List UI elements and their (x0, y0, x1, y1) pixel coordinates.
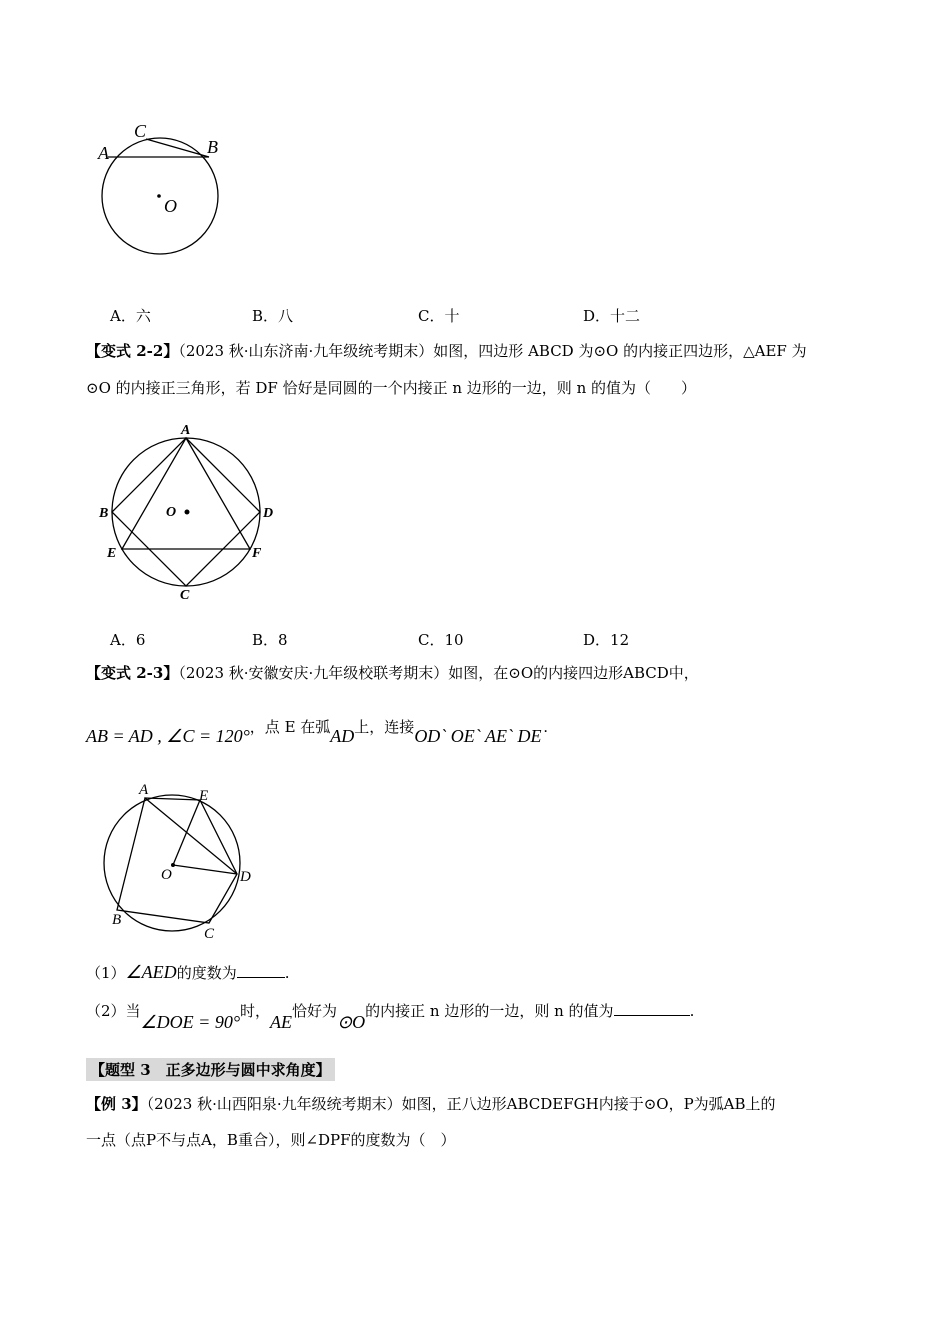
label-a: A (98, 143, 109, 163)
label-a: A (139, 782, 149, 798)
option-a[interactable]: A．6 (110, 631, 146, 649)
option-a[interactable]: A．六 (110, 307, 151, 325)
math-segments: OD` OE` AE` DE˙ (414, 726, 548, 746)
period: . (284, 964, 290, 982)
label-b: B (112, 912, 122, 928)
subquestion-prefix: （2）当 (86, 1002, 141, 1020)
label-d: D (263, 506, 274, 521)
question-text: （2023 秋·山东济南·九年级统考期末）如图，四边形 ABCD 为⊙O 的内接正四边形，△AEF 为 (178, 342, 807, 360)
figure-circle-abc (90, 115, 250, 265)
text: 的内接正 n 边形的一边，则 n 的值为 (365, 1002, 614, 1020)
label-f: F (252, 546, 262, 561)
math-condition: AB = AD , ∠C = 120° (86, 726, 250, 746)
subquestion-text: 的度数为 (176, 964, 237, 982)
label-d: D (240, 869, 251, 885)
label-c: C (134, 121, 147, 141)
question-tag: 【变式 2-3】 (86, 664, 179, 682)
text: ，点 E 在弧 (249, 718, 331, 736)
option-b[interactable]: B．八 (252, 307, 294, 325)
subquestion-1 (86, 962, 289, 983)
math-circle: ⊙O (337, 1012, 366, 1032)
question-text-line2: ⊙O 的内接正三角形，若 DF 恰好是同圆的一个内接正 n 边形的一边，则 n 的值为（ ） (86, 379, 697, 397)
question-tag: 【变式 2-2】 (86, 342, 179, 360)
label-b: B (99, 506, 109, 521)
text: 时， (240, 1002, 271, 1020)
math-angle: ∠DOE = 90° (140, 1012, 241, 1032)
figure-quadrilateral-circle (95, 778, 275, 943)
question-text-line2 (86, 716, 547, 750)
question-text: （2023 秋·山西阳泉·九年级统考期末）如图，正八边形ABCDEFGH内接于⊙O，P为弧AB上的 (146, 1095, 776, 1113)
text: 恰好为 (292, 1002, 338, 1020)
option-d[interactable]: D．12 (583, 631, 630, 649)
answer-blank[interactable] (614, 1001, 690, 1016)
math-arc: AD (330, 726, 355, 746)
question-tag: 【例 3】 (86, 1095, 147, 1113)
subquestion-2 (86, 1000, 694, 1034)
text: 上，连接 (354, 718, 415, 736)
math-angle: ∠AED (125, 962, 177, 982)
question-text-line2: 一点（点P不与点A，B重合），则∠DPF的度数为（ ） (86, 1131, 456, 1149)
label-c: C (180, 588, 190, 600)
question-text: （2023 秋·安徽安庆·九年级校联考期末）如图，在⊙O的内接四边形ABCD中， (178, 664, 699, 682)
math-segment: AE (270, 1012, 293, 1032)
label-o: O (166, 505, 177, 520)
option-d[interactable]: D．十二 (583, 307, 641, 325)
option-c[interactable]: C．十 (418, 307, 460, 325)
period: . (689, 1002, 695, 1020)
label-e: E (107, 546, 117, 561)
figure-square-triangle-circle (95, 420, 295, 600)
question-variant-2-2 (86, 341, 807, 361)
section-heading: 【题型 3 正多边形与圆中求角度】 (86, 1058, 335, 1081)
label-o: O (161, 867, 172, 883)
answer-blank[interactable] (237, 963, 285, 978)
option-b[interactable]: B．8 (252, 631, 288, 649)
subquestion-number: （1） (86, 964, 126, 982)
label-c: C (204, 926, 215, 942)
label-e: E (199, 788, 209, 804)
label-a: A (181, 423, 191, 438)
option-c[interactable]: C．10 (418, 631, 464, 649)
question-example-3 (86, 1094, 776, 1114)
label-b: B (207, 137, 218, 157)
question-variant-2-3 (86, 663, 699, 683)
label-o: O (164, 196, 177, 216)
